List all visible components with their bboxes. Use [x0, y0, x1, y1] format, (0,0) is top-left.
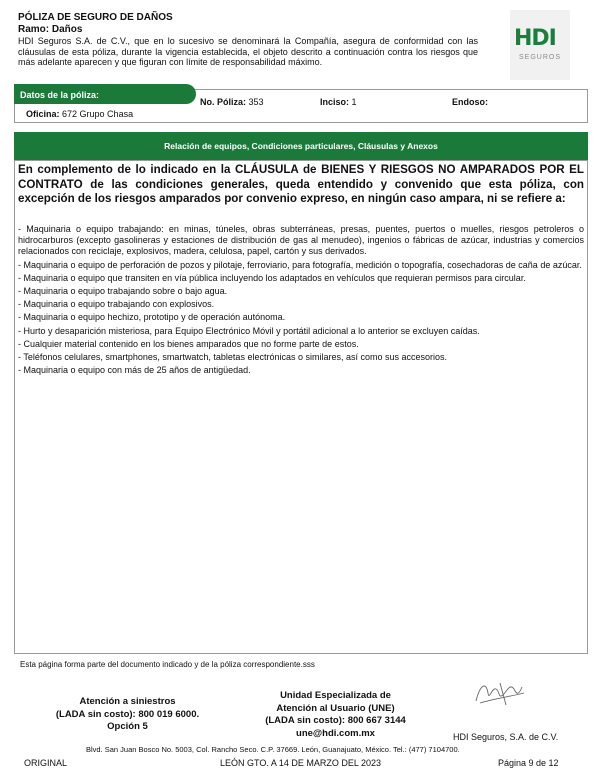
company-address: Blvd. San Juan Bosco No. 5003, Col. Rancho Seco. C.P. 37669. León, Guanajuato, México. Tel.: (477) 7104700. [86, 745, 460, 754]
no-poliza-value: 353 [248, 97, 264, 107]
une-line: (LADA sin costo): 800 667 3144 [265, 715, 406, 726]
list-item: - Teléfonos celulares, smartphones, smartwatch, tabletas electrónicas o similares, así como sus accesorios. [18, 352, 448, 363]
inciso-label: Inciso: [320, 97, 350, 107]
list-item: - Maquinaria o equipo hechizo, prototipo y de operación autónoma. [18, 312, 286, 323]
section-band-title: Relación de equipos, Condiciones particulares, Cláusulas y Anexos [14, 132, 588, 160]
siniestros-line: Opción 5 [107, 721, 148, 732]
list-item: - Cualquier material contenido en los bienes amparados que no forme parte de estos. [18, 338, 359, 349]
inciso-value: 1 [351, 97, 357, 107]
list-item: - Hurto y desaparición misteriosa, para Equipo Electrónico Móvil y portátil adicional a lo anterior se excluyen caídas. [18, 325, 480, 336]
footer-note: Esta página forma parte del documento indicado y de la póliza correspondiente.sss [20, 660, 315, 669]
ramo-label: Ramo: Daños [18, 24, 83, 35]
hdi-logo [510, 10, 570, 80]
oficina-field [26, 109, 133, 119]
inciso-field [320, 97, 357, 107]
logo-mark: HDI [514, 26, 556, 51]
no-poliza-field [200, 97, 264, 107]
list-item: - Maquinaria o equipo trabajando con explosivos. [18, 299, 215, 310]
une-contact [258, 690, 413, 740]
place-date: LEÓN GTO. A 14 DE MARZO DEL 2023 [220, 758, 382, 768]
list-item: - Maquinaria o equipo de perforación de pozos y pilotaje, ferroviario, para fotografía, medición o topografía, cosechadoras de caña de azúcar. [18, 259, 582, 270]
original-label: ORIGINAL [24, 758, 68, 768]
signature-image [470, 675, 530, 710]
header-paragraph: HDI Seguros S.A. de C.V., que en lo sucesivo se denominará la Compañía, asegura de conformidad con las cláusulas de esta póliza, durante la vigencia establecida, el objeto descrito a continuación contra los riesgos que más adelante aparecen y que figuran con límite de responsabilidad máximo. [18, 36, 478, 67]
une-email[interactable]: une@hdi.com.mx [296, 727, 375, 739]
list-item: - Maquinaria o equipo que transiten en vía pública incluyendo los adaptados en vehículos que requieran permisos para circular. [18, 272, 526, 283]
company-name: HDI Seguros, S.A. de C.V. [453, 732, 559, 742]
list-item: - Maquinaria o equipo trabajando: en minas, túneles, obras subterráneas, presas, puentes, puertos o muelles, riesgos petroleros o hidrocarburos (excepto gasolineras y estaciones de distribución de gas al menudeo), ingenios o fábricas de azúcar, industrias y comercios relacionados con reciclaje, explosivos, madera, celulosa, papel, cartón y sus derivados. [18, 224, 584, 257]
siniestros-contact [45, 696, 210, 734]
policy-section-tab [14, 84, 196, 104]
exclusions-list [18, 224, 584, 378]
intro-paragraph: En complemento de lo indicado en la CLÁUSULA de BIENES Y RIESGOS NO AMPARADOS POR EL CONTRATO de las condiciones generales, queda entendido y convenido que esta póliza, con excepción de los riesgos amparados por convenio expreso, en ningún caso ampara, ni se refiere a: [18, 163, 584, 205]
une-line: Unidad Especializada de [280, 690, 391, 701]
list-item: - Maquinaria o equipo con más de 25 años de antigüedad. [18, 365, 251, 376]
page-number: Página 9 de 12 [498, 758, 559, 768]
logo-subtitle: SEGUROS [518, 54, 561, 61]
une-line: Atención al Usuario (UNE) [276, 702, 395, 714]
siniestros-line: Atención a siniestros [79, 696, 176, 707]
oficina-value: 672 Grupo Chasa [62, 109, 134, 119]
oficina-label: Oficina: [26, 109, 60, 119]
document-title: PÓLIZA DE SEGURO DE DAÑOS [18, 12, 173, 23]
endoso-label: Endoso: [452, 97, 488, 107]
policy-section-label: Datos de la póliza: [20, 90, 100, 100]
list-item: - Maquinaria o equipo trabajando sobre o bajo agua. [18, 286, 228, 297]
endoso-field [452, 97, 488, 107]
no-poliza-label: No. Póliza: [200, 97, 247, 107]
siniestros-line: (LADA sin costo): 800 019 6000. [55, 708, 200, 720]
